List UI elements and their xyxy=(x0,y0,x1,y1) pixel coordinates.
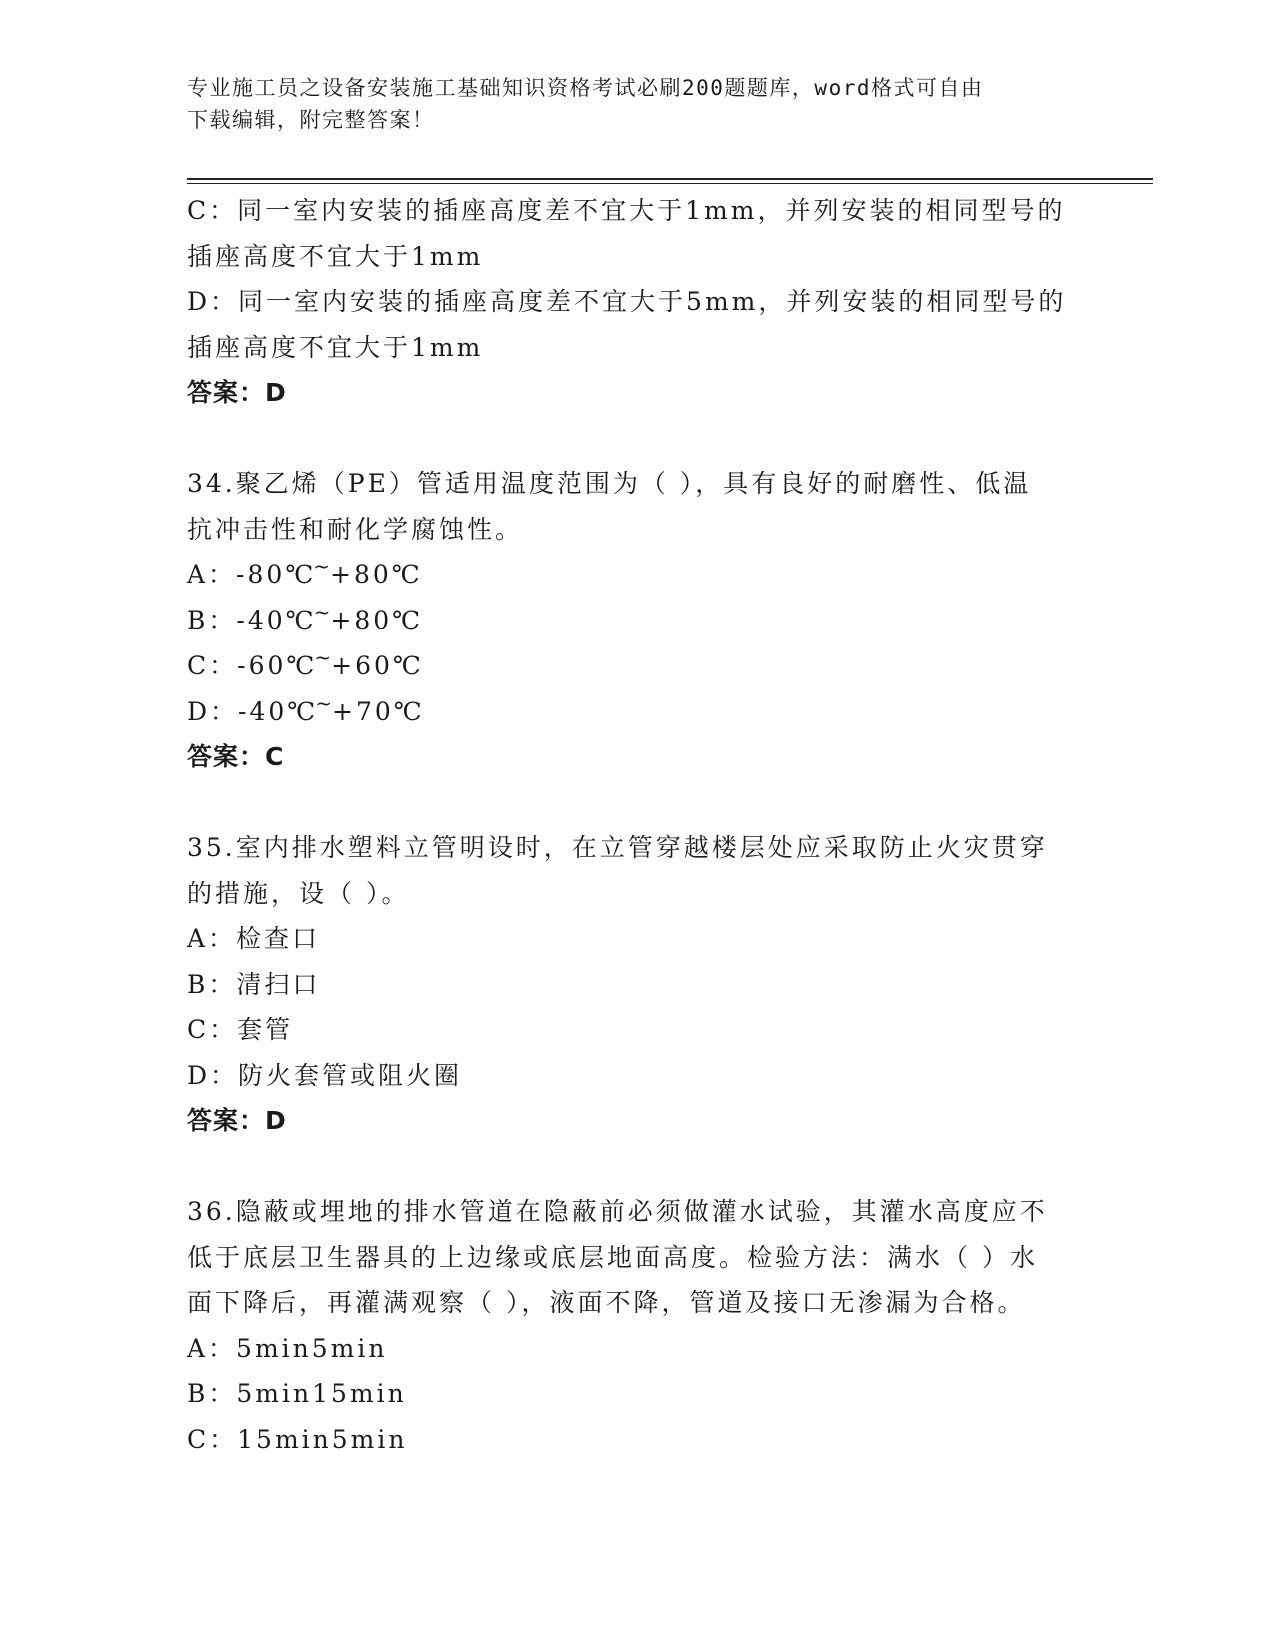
option-b-start: B：-40℃ xyxy=(187,605,317,635)
header-divider-thin xyxy=(187,183,1153,184)
option-a xyxy=(187,552,1067,598)
option-c xyxy=(187,643,1067,689)
answer: 答案：C xyxy=(187,742,285,771)
question-stem-line-2: 低于底层卫生器具的上边缘或底层地面高度。检验方法：满水（ ）水 xyxy=(187,1242,1038,1272)
option-d-line-2: 插座高度不宜大于1mm xyxy=(187,332,484,362)
spacer xyxy=(187,780,1067,826)
question-34 xyxy=(187,461,1067,780)
question-35 xyxy=(187,825,1067,1144)
question-stem-line-2: 抗冲击性和耐化学腐蚀性。 xyxy=(187,514,524,544)
question-36 xyxy=(187,1189,1067,1462)
option-a-end: +80℃ xyxy=(330,560,423,589)
option-a: A：检查口 xyxy=(187,924,321,953)
option-d-line-1: D：同一室内安装的插座高度差不宜大于5mm，并列安装的相同型号的 xyxy=(187,287,1067,316)
question-stem-line-1: 36.隐蔽或埋地的排水管道在隐蔽前必须做灌水试验，其灌水高度应不 xyxy=(187,1197,1048,1226)
answer: 答案：D xyxy=(187,378,287,407)
question-stem-line-1: 34.聚乙烯（PE）管适用温度范围为（ ），具有良好的耐磨性、低温 xyxy=(187,469,1032,498)
tilde-mark: ~ xyxy=(314,645,335,669)
option-b-end: +80℃ xyxy=(330,605,424,635)
header-title-line-1: 专业施工员之设备安装施工基础知识资格考试必刷200题题库，word格式可自由 xyxy=(187,76,984,100)
option-d: D：防火套管或阻火圈 xyxy=(187,1060,463,1090)
question-stem-line-1: 35.室内排水塑料立管明设时，在立管穿越楼层处应采取防止火灾贯穿 xyxy=(187,833,1048,862)
option-c-end: +60℃ xyxy=(331,651,424,680)
option-d-start: D：-40℃ xyxy=(187,696,319,726)
document-header xyxy=(187,72,1067,136)
tilde-mark: ~ xyxy=(313,554,334,578)
spacer xyxy=(187,416,1067,462)
header-divider-thick xyxy=(187,178,1153,180)
option-d-end: +70℃ xyxy=(332,696,425,726)
option-c-start: C：-60℃ xyxy=(187,651,318,680)
option-d xyxy=(187,689,1067,735)
question-stem-line-3: 面下降后，再灌满观察（ ），液面不降，管道及接口无渗漏为合格。 xyxy=(187,1288,1026,1317)
answer: 答案：D xyxy=(187,1106,287,1135)
header-title-line-2: 下载编辑，附完整答案！ xyxy=(187,108,435,132)
spacer xyxy=(187,1144,1067,1190)
option-c: C：套管 xyxy=(187,1015,294,1044)
option-a-start: A：-80℃ xyxy=(187,560,317,589)
option-a: A：5min5min xyxy=(187,1333,388,1363)
tilde-mark: ~ xyxy=(315,690,336,715)
question-list xyxy=(187,188,1067,1462)
option-b: B：5min15min xyxy=(187,1379,407,1408)
option-c: C：15min5min xyxy=(187,1424,408,1454)
question-stem-line-2: 的措施，设（ ）。 xyxy=(187,878,410,908)
option-c-line-1: C：同一室内安装的插座高度差不宜大于1mm，并列安装的相同型号的 xyxy=(187,196,1066,225)
option-b: B：清扫口 xyxy=(187,969,321,999)
question-33 xyxy=(187,188,1067,416)
tilde-mark: ~ xyxy=(313,599,334,624)
option-b xyxy=(187,598,1067,644)
option-c-line-2: 插座高度不宜大于1mm xyxy=(187,241,484,271)
